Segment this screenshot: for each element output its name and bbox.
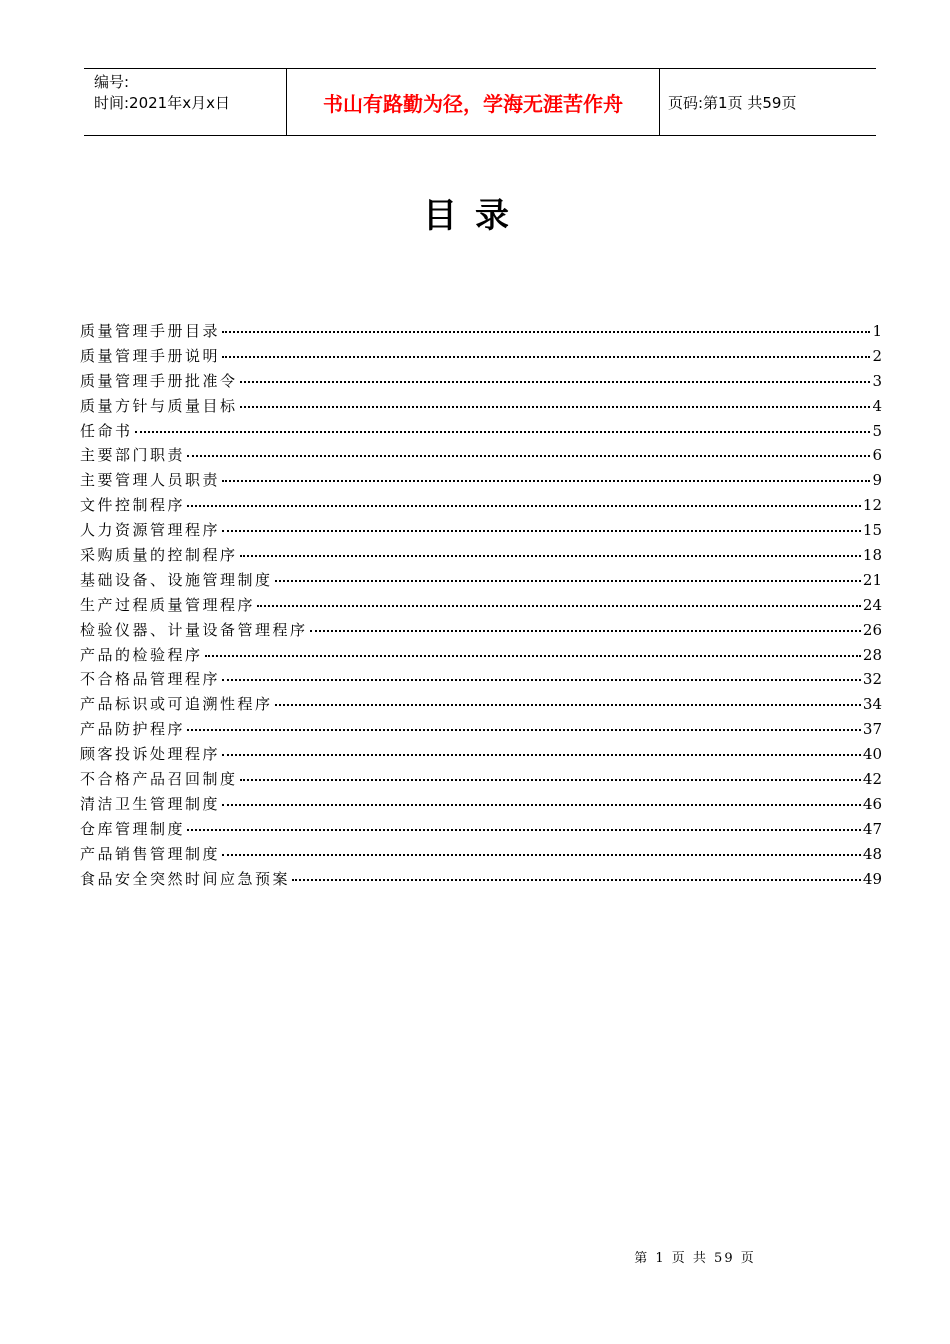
toc-dot-leader [222, 754, 861, 756]
toc-dot-leader [222, 804, 861, 806]
toc-dot-leader [310, 630, 861, 632]
toc-entry-page: 42 [862, 770, 882, 789]
toc-entry[interactable] [80, 718, 882, 743]
toc-entry-label: 顾客投诉处理程序 [80, 745, 221, 764]
toc-entry-page: 6 [872, 446, 882, 465]
toc-dot-leader [222, 356, 870, 358]
page-title: 目录 [423, 196, 527, 236]
toc-dot-leader [240, 779, 861, 781]
toc-entry-page: 28 [862, 645, 882, 664]
header-time: 时间:2021年x月x日 [94, 94, 230, 112]
toc-entry-page: 2 [872, 346, 882, 365]
toc-entry[interactable] [80, 743, 882, 768]
toc-entry-page: 48 [862, 844, 882, 863]
toc-entry-label: 质量管理手册目录 [80, 322, 221, 340]
toc-entry-page: 3 [872, 371, 882, 390]
toc-entry-page: 49 [862, 869, 882, 888]
toc-entry[interactable] [80, 693, 882, 718]
toc-entry[interactable] [80, 494, 882, 519]
toc-entry-label: 仓库管理制度 [80, 819, 186, 838]
toc-entry[interactable] [80, 469, 882, 494]
toc-entry-label: 产品销售管理制度 [80, 844, 221, 863]
toc-entry-label: 产品标识或可追溯性程序 [80, 695, 273, 714]
toc-entry[interactable] [80, 544, 882, 569]
toc-entry-label: 质量方针与质量目标 [80, 396, 238, 415]
toc-entry-label: 清洁卫生管理制度 [80, 794, 221, 813]
toc-dot-leader [222, 480, 870, 482]
toc-entry[interactable] [80, 519, 882, 544]
toc-entry-page: 47 [862, 819, 882, 838]
toc-entry-label: 基础设备、设施管理制度 [80, 570, 273, 589]
toc-dot-leader [222, 530, 861, 532]
toc-dot-leader [187, 455, 870, 457]
toc-entry[interactable] [80, 395, 882, 420]
table-of-contents [80, 320, 882, 892]
toc-entry[interactable] [80, 843, 882, 868]
toc-entry-label: 质量管理手册批准令 [80, 371, 238, 390]
page-header [84, 68, 876, 136]
toc-dot-leader [222, 331, 870, 333]
toc-entry-page: 21 [862, 570, 882, 589]
toc-entry-page: 18 [862, 546, 882, 565]
toc-entry-page: 9 [872, 471, 882, 490]
toc-entry[interactable] [80, 320, 882, 345]
toc-entry[interactable] [80, 668, 882, 693]
toc-entry[interactable] [80, 818, 882, 843]
toc-dot-leader [205, 655, 861, 657]
toc-entry-page: 32 [862, 670, 882, 689]
toc-entry-label: 任命书 [80, 421, 133, 440]
toc-entry-label: 产品的检验程序 [80, 645, 203, 664]
toc-entry-page: 12 [862, 496, 882, 515]
header-motto: 书山有路勤为径，学海无涯苦作舟 [287, 69, 660, 135]
toc-dot-leader [257, 605, 861, 607]
toc-entry-label: 不合格品管理程序 [80, 670, 221, 689]
toc-entry-label: 生产过程质量管理程序 [80, 595, 256, 614]
page-footer: 第 1 页 共 59 页 [634, 1251, 756, 1266]
toc-dot-leader [187, 505, 861, 507]
toc-entry-page: 46 [862, 794, 882, 813]
toc-entry-page: 34 [862, 695, 882, 714]
toc-dot-leader [292, 879, 861, 881]
toc-entry-page: 1 [872, 322, 882, 340]
header-meta [84, 69, 287, 135]
toc-entry-label: 文件控制程序 [80, 496, 186, 515]
toc-entry-label: 质量管理手册说明 [80, 346, 221, 365]
toc-dot-leader [187, 729, 861, 731]
toc-dot-leader [222, 854, 861, 856]
toc-entry[interactable] [80, 594, 882, 619]
toc-entry-page: 37 [862, 720, 882, 739]
toc-entry-label: 主要管理人员职责 [80, 471, 221, 490]
toc-entry[interactable] [80, 444, 882, 469]
toc-entry[interactable] [80, 420, 882, 445]
toc-entry-page: 4 [872, 396, 882, 415]
toc-entry[interactable] [80, 868, 882, 893]
toc-entry-page: 40 [862, 745, 882, 764]
toc-dot-leader [240, 381, 871, 383]
toc-entry[interactable] [80, 619, 882, 644]
toc-entry-page: 15 [862, 521, 882, 540]
toc-entry-label: 主要部门职责 [80, 446, 186, 465]
toc-entry[interactable] [80, 793, 882, 818]
toc-entry-label: 食品安全突然时间应急预案 [80, 869, 291, 888]
toc-dot-leader [240, 555, 861, 557]
toc-dot-leader [222, 679, 861, 681]
toc-entry-page: 24 [862, 595, 882, 614]
toc-entry-label: 采购质量的控制程序 [80, 546, 238, 565]
toc-entry[interactable] [80, 768, 882, 793]
toc-dot-leader [275, 580, 861, 582]
toc-entry[interactable] [80, 644, 882, 669]
toc-entry-page: 26 [862, 620, 882, 639]
toc-entry-page: 5 [872, 421, 882, 440]
toc-entry-label: 产品防护程序 [80, 720, 186, 739]
toc-dot-leader [187, 829, 861, 831]
header-number: 编号: [94, 73, 130, 91]
toc-dot-leader [275, 704, 861, 706]
toc-entry[interactable] [80, 569, 882, 594]
toc-entry[interactable] [80, 370, 882, 395]
toc-entry-label: 人力资源管理程序 [80, 521, 221, 540]
toc-entry-label: 不合格产品召回制度 [80, 770, 238, 789]
header-page-info: 页码:第1页 共59页 [668, 93, 797, 112]
toc-dot-leader [240, 406, 871, 408]
toc-entry-label: 检验仪器、计量设备管理程序 [80, 620, 308, 639]
toc-dot-leader [135, 431, 871, 433]
toc-entry[interactable] [80, 345, 882, 370]
